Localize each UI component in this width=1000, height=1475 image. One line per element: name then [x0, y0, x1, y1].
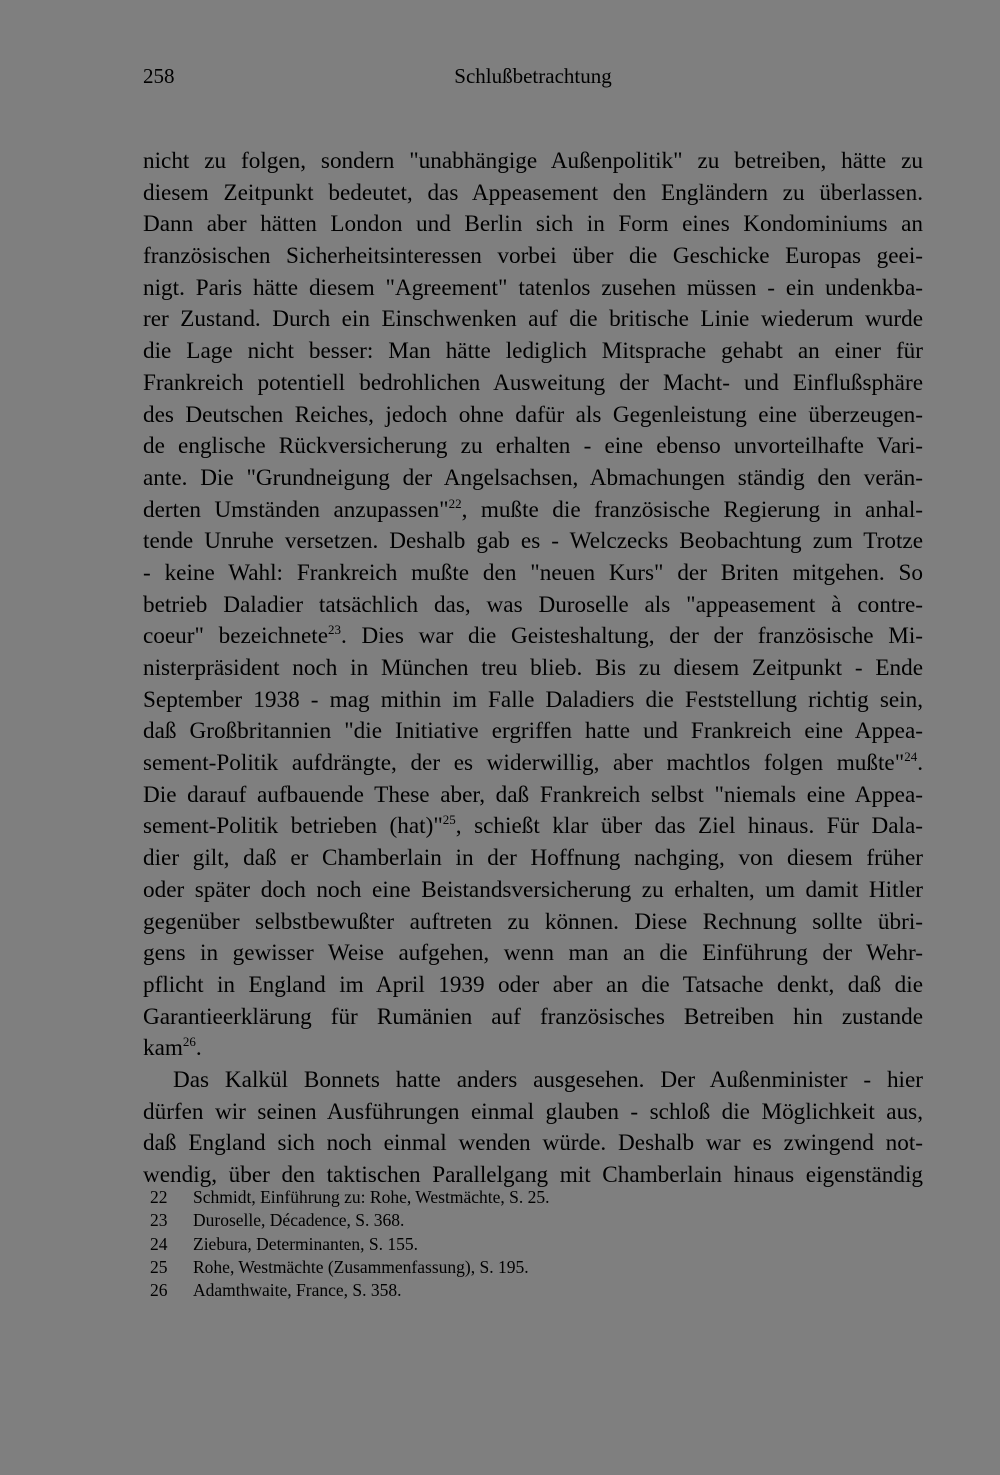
page-number: 258 [143, 64, 175, 88]
footnote [150, 1233, 850, 1256]
text-line: kam$^{26}$. [143, 1034, 202, 1062]
footnote-text: Adamthwaite, France, S. 358. [193, 1280, 402, 1301]
text-line: - keine Wahl: Frankreich mußte den "neuen Kurs" der Briten mitgehen. So [143, 559, 923, 586]
footnote-number: 22 [150, 1187, 168, 1207]
footnote-number: 25 [150, 1256, 168, 1277]
footnote-text: Duroselle, Décadence, S. 368. [193, 1210, 405, 1231]
footnote-number: 26 [150, 1280, 168, 1301]
footnote-ref-26: 26 [182, 1034, 196, 1050]
text-line: die Lage nicht besser: Man hätte lediglich Mitsprache gehabt an einer für [143, 338, 923, 365]
footnote-ref-22: 22 [448, 495, 462, 511]
footnote-text: Ziebura, Determinanten, S. 155. [193, 1233, 419, 1254]
footnotes [150, 1186, 850, 1302]
text-line: dier gilt, daß er Chamberlain in der Hoffnung nachging, von diesem früher [143, 845, 923, 872]
text-line: nicht zu folgen, sondern "unabhängige Außenpolitik" zu betreiben, hätte zu [143, 148, 923, 174]
text-line: wendig, über den taktischen Parallelgang mit Chamberlain hinaus eigenständig [143, 1162, 923, 1188]
footnote-ref-23: 23 [328, 622, 342, 638]
text-line: nigt. Paris hätte diesem "Agreement" tatenlos zusehen müssen - ein undenkba- [143, 274, 923, 301]
footnote [150, 1256, 850, 1279]
text-line: Frankreich potentiell bedrohlichen Ausweitung der Macht- und Einflußsphäre [143, 369, 923, 396]
text-line: sement-Politik aufdrängte, der es widerwillig, aber machtlos folgen mußte"$^{24}$. [143, 749, 923, 777]
footnote [150, 1186, 850, 1209]
text-line: sement-Politik betrieben (hat)"$^{25}$, schießt klar über das Ziel hinaus. Für Dala- [143, 812, 923, 840]
text-line: daß England sich noch einmal wenden würde. Deshalb war es zwingend not- [143, 1130, 923, 1157]
text-line: de englische Rückversicherung zu erhalten - eine ebenso unvorteilhafte Vari- [143, 433, 923, 460]
text-line: pflicht in England im April 1939 oder aber an die Tatsache denkt, daß die [143, 971, 923, 998]
footnote [150, 1209, 850, 1232]
text-line: nisterpräsident noch in München treu blieb. Bis zu diesem Zeitpunkt - Ende [143, 655, 923, 681]
text-line: derten Umständen anzupassen"$^{22}$, mußte die französische Regierung in anhal- [143, 495, 923, 523]
text-line: Garantieerklärung für Rumänien auf französisches Betreiben hin zustande [143, 1003, 923, 1030]
text-line: tende Unruhe versetzen. Deshalb gab es - Welczecks Beobachtung zum Trotze [143, 528, 923, 555]
footnote-text: Rohe, Westmächte (Zusammenfassung), S. 195. [193, 1256, 529, 1277]
text-line: gens in gewisser Weise aufgehen, wenn man an die Einführung der Wehr- [143, 940, 923, 967]
text-line: betrieb Daladier tatsächlich das, was Duroselle als "appeasement à contre- [143, 591, 923, 618]
body-text [143, 146, 923, 1192]
footnote-number: 23 [150, 1210, 168, 1231]
text-line: coeur" bezeichnete$^{23}$. Dies war die Geisteshaltung, der der französische Mi- [143, 622, 923, 650]
paragraph-start-line: Das Kalkül Bonnets hatte anders ausgesehen. Der Außenminister - hier [173, 1066, 923, 1093]
text-line: Die darauf aufbauende These aber, daß Frankreich selbst "niemals eine Appea- [143, 781, 923, 808]
text-line: ante. Die "Grundneigung der Angelsachsen, Abmachungen ständig den verän- [143, 464, 923, 491]
text-line: dürfen wir seinen Ausführungen einmal glauben - schloß die Möglichkeit aus, [143, 1098, 923, 1125]
running-title: Schlußbetrachtung [454, 64, 612, 88]
text-line: September 1938 - mag mithin im Falle Daladiers die Feststellung richtig sein, [143, 686, 923, 713]
text-line: gegenüber selbstbewußter auftreten zu können. Diese Rechnung sollte übri- [143, 908, 923, 935]
text-line: des Deutschen Reiches, jedoch ohne dafür als Gegenleistung eine überzeugen- [143, 401, 923, 428]
footnote-ref-24: 24 [904, 749, 918, 765]
text-line: französischen Sicherheitsinteressen vorbei über die Geschicke Europas geei- [143, 243, 923, 270]
text-line: rer Zustand. Durch ein Einschwenken auf die britische Linie wiederum wurde [143, 306, 923, 333]
footnote [150, 1279, 850, 1302]
text-line: Dann aber hätten London und Berlin sich in Form eines Kondominiums an [143, 211, 923, 238]
text-line: oder später doch noch eine Beistandsversicherung zu erhalten, um damit Hitler [143, 876, 923, 903]
text-line: diesem Zeitpunkt bedeutet, das Appeasement den Engländern zu überlassen. [143, 179, 923, 206]
footnote-text: Schmidt, Einführung zu: Rohe, Westmächte, S. 25. [193, 1187, 550, 1207]
footnote-number: 24 [150, 1233, 168, 1254]
footnote-ref-25: 25 [442, 812, 456, 828]
text-line: daß Großbritannien "die Initiative ergriffen hatte und Frankreich eine Appea- [143, 718, 923, 745]
page-header [143, 64, 923, 94]
